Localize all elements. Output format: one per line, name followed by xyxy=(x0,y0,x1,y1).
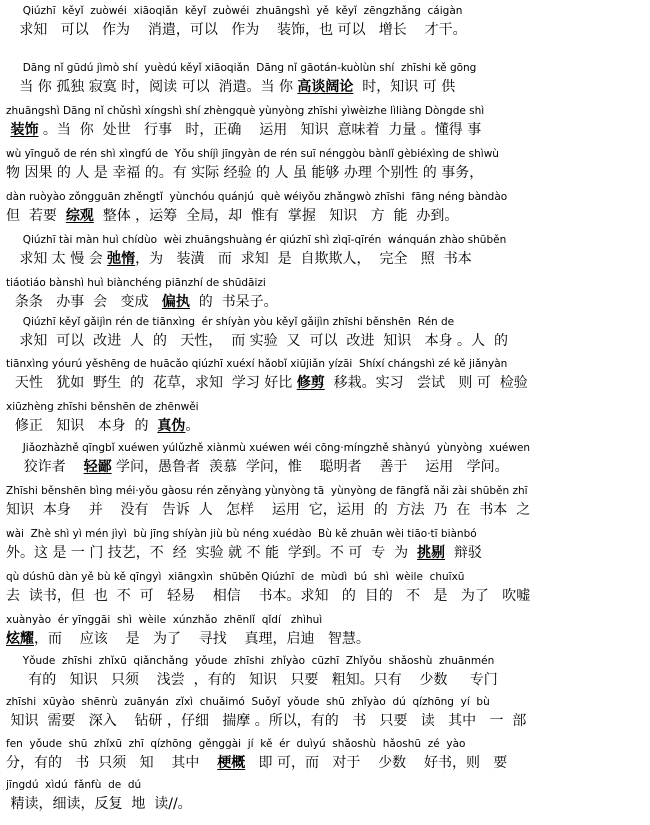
hanzi-row xyxy=(6,206,644,226)
hanzi-text: 的 书呆子。 xyxy=(189,294,278,310)
hanzi-text: 。当 你 处世 行事 时，正确 运用 知识 意味着 力量 。懂得 事 xyxy=(38,122,482,138)
pinyin-row: tiānxìng yóurú yěshēng de huācǎo qiúzhī xuéxí hǎobǐ xiūjiǎn yízāi Shíxí chángshì zé kě jiǎnyàn xyxy=(6,358,508,370)
hanzi-row xyxy=(6,416,644,436)
pinyin-row: Qiúzhī kěyǐ zuòwéi xiāoqiǎn kěyǐ zuòwéi zhuāngshì yě kěyǐ zēngzhǎng cáigàn xyxy=(6,5,463,17)
text-line-17 xyxy=(6,695,644,738)
hanzi-row xyxy=(6,77,644,97)
underlined-term: 综观 xyxy=(65,208,94,224)
pinyin-row: tiáotiáo bànshì huì biànchéng piānzhí de shūdāizi xyxy=(6,277,266,289)
hanzi-row xyxy=(6,457,644,477)
hanzi-text: 外。这 是 一 门 技艺，不 经 实验 就 不 能 学到。不 可 专 为 xyxy=(6,545,418,561)
pinyin-row: Qiúzhī tài màn huì chídùo wèi zhuāngshuàng ér qiúzhī shì zìqī-qīrén wánquán zhào shūběn xyxy=(6,234,507,246)
underlined-term: 挑剔 xyxy=(417,545,446,561)
pinyin-row: Dāng nǐ gūdú jìmò shí yuèdú kěyǐ xiāoqiǎn Dāng nǐ gāotán-kuòlùn shí zhīshi kě gōng xyxy=(6,62,477,74)
hanzi-row: 物 因果 的 人 是 幸福 的。有 实际 经验 的 人 虽 能够 办理 个别性 的 事务， xyxy=(6,165,484,181)
text-line-14 xyxy=(6,570,644,613)
hanzi-text: 当 你 孤独 寂寞 时，阅读 可以 消遣。当 你 xyxy=(6,79,298,95)
text-line-3 xyxy=(6,104,644,147)
hanzi-row: 知识 本身 并 没有 告诉 人 怎样 运用 它，运用 的 方法 乃 在 书本 之 xyxy=(6,502,531,518)
hanzi-row xyxy=(6,629,644,649)
hanzi-text: 整体 ，运筹 全局，却 惟有 掌握 知识 方 能 办到。 xyxy=(93,208,459,224)
hanzi-text: ，而 应该 是 为了 寻找 真理，启迪 智慧。 xyxy=(34,631,370,647)
text-line-10 xyxy=(6,400,644,443)
hanzi-text: 时，知识 可 供 xyxy=(353,79,456,95)
hanzi-row xyxy=(6,373,644,393)
hanzi-text: 辩驳 xyxy=(445,545,482,561)
text-line-2 xyxy=(6,61,644,104)
text-line-7 xyxy=(6,276,644,319)
hanzi-row xyxy=(6,120,644,140)
pinyin-row: fen yǒude shū zhǐxū zhī qízhōng gěnggài jí kě ér duìyú shǎoshù hǎoshū zé yào xyxy=(6,738,466,750)
text-line-15 xyxy=(6,613,644,656)
pinyin-row: Jiǎozhàzhě qīngbǐ xuéwen yúlǔzhě xiànmù xuéwen wéi cōng·míngzhě shànyú yùnyòng xuéwen xyxy=(6,442,531,454)
hanzi-text: 求知 太 慢 会 xyxy=(6,251,108,267)
text-line-16 xyxy=(6,654,644,697)
hanzi-text: 但 若要 xyxy=(6,208,66,224)
hanzi-text: 即 可，而 对于 少数 好书，则 要 xyxy=(245,755,508,771)
text-line-8 xyxy=(6,315,644,358)
hanzi-row: 求知 可以 作为 消遣，可以 作为 装饰，也 可以 增长 才干。 xyxy=(6,22,467,38)
hanzi-text: 天性 犹如 野生 的 花草，求知 学习 好比 xyxy=(6,375,297,391)
pinyin-row: wù yīnguǒ de rén shì xìngfú de Yǒu shíjì jīngyàn de rén suī nénggòu bànlǐ gèbiéxìng de shìwù xyxy=(6,148,499,160)
pinyin-row: zhuāngshì Dāng nǐ chǔshì xíngshì shí zhèngquè yùnyòng zhīshi yìwèizhe lìliàng Dòngde shì xyxy=(6,105,485,117)
text-line-12 xyxy=(6,484,644,527)
pinyin-row: jīngdú xìdú fǎnfù de dú xyxy=(6,779,142,791)
underlined-term: 炫耀 xyxy=(6,631,34,647)
text-line-13 xyxy=(6,527,644,570)
text-line-1 xyxy=(6,4,644,47)
pinyin-row: zhīshi xūyào shēnrù zuānyán zǐxì chuǎimó Suǒyǐ yǒude shū zhǐyào dú qízhōng yí bù xyxy=(6,696,490,708)
pinyin-row: Zhīshi běnshēn bìng méi·yǒu gàosu rén zěnyàng yùnyòng tā yùnyòng de fāngfǎ nǎi zài shūběn zhī xyxy=(6,485,528,497)
pinyin-row: xiūzhèng zhīshi běnshēn de zhēnwěi xyxy=(6,401,199,413)
hanzi-text: 。 xyxy=(185,418,200,434)
hanzi-text: 狡诈者 xyxy=(6,459,84,475)
hanzi-row xyxy=(6,249,644,269)
underlined-term: 真伪 xyxy=(157,418,186,434)
text-line-5 xyxy=(6,190,644,233)
pinyin-row: xuànyào ér yīnggāi shì wèile xúnzhǎo zhēnlǐ qǐdí zhìhuì xyxy=(6,614,323,626)
pinyin-row: wài Zhè shì yì mén jìyì bù jīng shíyàn jiù bù néng xuédào Bù kě zhuān wèi tiāo·tī biànbó xyxy=(6,528,477,540)
hanzi-row: 有的 知识 只须 浅尝 ，有的 知识 只要 粗知。只有 少数 专门 xyxy=(6,672,498,688)
text-line-18 xyxy=(6,737,644,780)
hanzi-row xyxy=(6,753,644,773)
underlined-term: 高谈阔论 xyxy=(297,79,354,95)
pinyin-row: Qiúzhī kěyǐ gǎijìn rén de tiānxìng ér shíyàn yòu kěyǐ gǎijìn zhīshi běnshēn Rén de xyxy=(6,316,455,328)
text-line-9 xyxy=(6,357,644,400)
hanzi-row: 精读，细读，反复 地 读//。 xyxy=(6,796,192,812)
underlined-term: 弛惰 xyxy=(107,251,136,267)
underlined-term: 修剪 xyxy=(296,375,325,391)
hanzi-row xyxy=(6,292,644,312)
underlined-term: 梗概 xyxy=(217,755,246,771)
hanzi-text: 学问，愚鲁者 羡慕 学问，惟 聪明者 善于 运用 学问。 xyxy=(111,459,509,475)
text-line-6 xyxy=(6,233,644,276)
hanzi-text: 修正 知识 本身 的 xyxy=(6,418,158,434)
hanzi-text: 移栽。实习 尝试 则 可 检验 xyxy=(324,375,528,391)
pinyin-row: dàn ruòyào zǒngguān zhěngtǐ yùnchóu quánjú què wéiyǒu zhǎngwò zhīshi fāng néng bàndào xyxy=(6,191,508,203)
hanzi-row: 求知 可以 改进 人 的 天性， 而 实验 又 可以 改进 知识 本身 。人 的 xyxy=(6,333,508,349)
hanzi-row: 去 读书，但 也 不 可 轻易 相信 书本。求知 的 目的 不 是 为了 吹嘘 xyxy=(6,588,531,604)
hanzi-text: ，为 装潢 而 求知 是 自欺欺人， 完全 照 书本 xyxy=(135,251,472,267)
hanzi-text: 分，有的 书 只须 知 其中 xyxy=(6,755,218,771)
underlined-term: 装饰 xyxy=(10,122,39,138)
text-line-11 xyxy=(6,441,644,484)
underlined-term: 偏执 xyxy=(161,294,190,310)
text-line-4 xyxy=(6,147,644,190)
hanzi-row xyxy=(6,543,644,563)
pinyin-row: qù dúshū dàn yě bù kě qīngyì xiāngxìn shūběn Qiúzhī de mùdì bú shì wèile chuīxū xyxy=(6,571,465,583)
underlined-term: 轻鄙 xyxy=(83,459,112,475)
pinyin-row: Yǒude zhīshi zhǐxū qiǎnchǎng yǒude zhīshi zhǐyào cūzhī Zhǐyǒu shǎoshù zhuānmén xyxy=(6,655,495,667)
hanzi-text: 条条 办事 会 变成 xyxy=(6,294,162,310)
hanzi-row: 知识 需要 深入 钻研 ，仔细 揣摩 。所以，有的 书 只要 读 其中 一 部 xyxy=(6,713,527,729)
text-line-19 xyxy=(6,778,644,821)
